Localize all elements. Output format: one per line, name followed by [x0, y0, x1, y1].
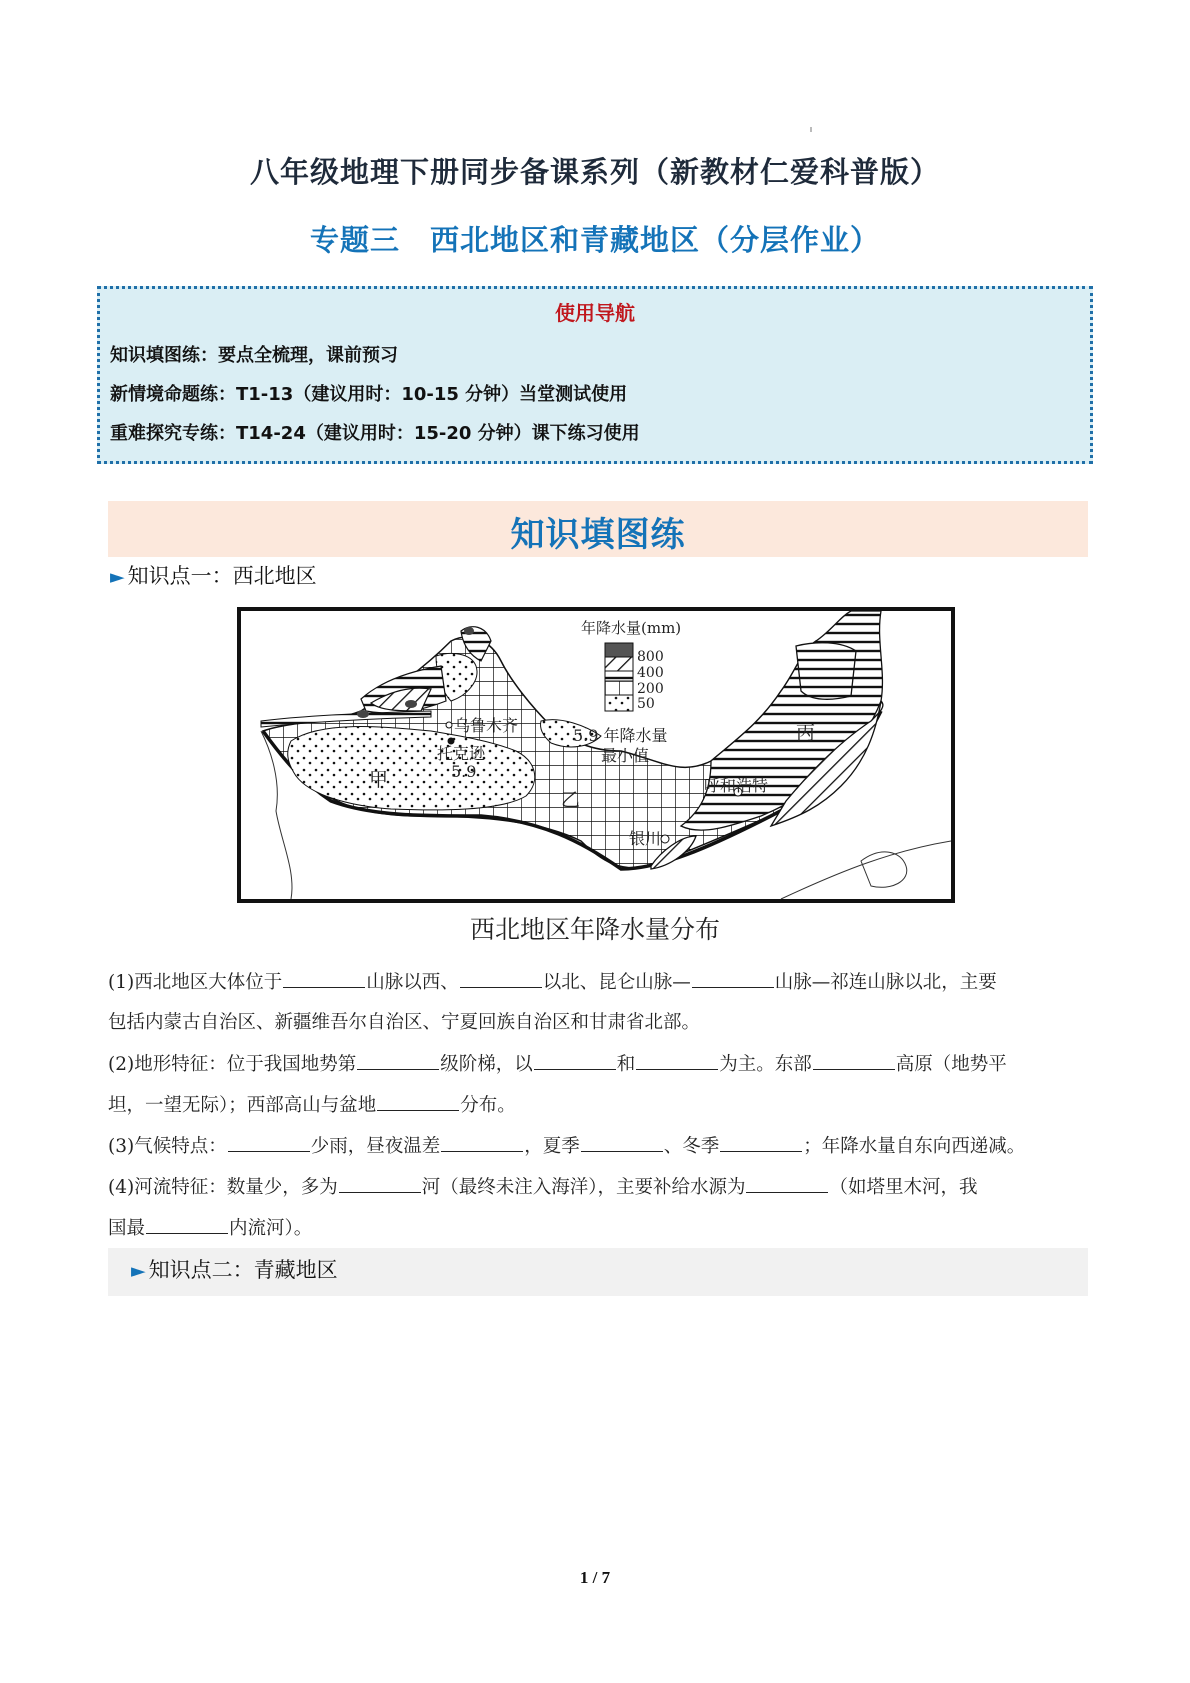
q4-blank-1[interactable]	[339, 1174, 421, 1193]
q3-text-e: ；年降水量自东向西递减。	[803, 1136, 1026, 1157]
q1-text-d: 山脉—祁连山脉以北，主要	[774, 972, 997, 993]
knowledge-point-1-label: 知识点一：西北地区	[127, 564, 317, 588]
q4-line2-text-a: 国最	[108, 1218, 146, 1239]
precipitation-map	[237, 607, 955, 903]
question-1-line-2: 包括内蒙古自治区、新疆维吾尔自治区、宁夏回族自治区和甘肃省北部。	[108, 1012, 701, 1033]
q2-text-a: (2)地形特征：位于我国地势第	[108, 1054, 357, 1075]
q2-blank-4[interactable]	[813, 1051, 895, 1070]
knowledge-point-2-label: 知识点二：青藏地区	[148, 1258, 338, 1282]
nav-line-1: 知识填图练：要点全梳理，课前预习	[110, 345, 398, 366]
legend-value-50: 50	[637, 696, 655, 712]
q2-text-b: 级阶梯，以	[440, 1054, 533, 1075]
map-graphic	[241, 611, 951, 899]
q4-text-b: 河（最终未注入海洋），主要补给水源为	[421, 1177, 746, 1198]
q1-text-b: 山脉以西、	[366, 972, 459, 993]
question-2-line-1	[108, 1051, 1088, 1078]
nav-box-title: 使用导航	[555, 301, 635, 325]
area-label-yi: 乙	[561, 789, 581, 811]
q1-blank-2[interactable]	[460, 969, 542, 988]
q3-text-c: ，夏季	[524, 1136, 580, 1157]
q3-text-b: 少雨，昼夜温差	[310, 1136, 441, 1157]
page-mark	[810, 127, 812, 132]
legend-value-400: 400	[637, 665, 664, 681]
q3-blank-2[interactable]	[441, 1133, 523, 1152]
q2-blank-2[interactable]	[534, 1051, 616, 1070]
triangle-marker-icon: ►	[110, 566, 125, 588]
area-label-bing: 丙	[796, 722, 816, 744]
knowledge-point-1-heading	[110, 560, 317, 590]
page-number: 1 / 7	[579, 1568, 611, 1587]
q4-text-c: （如塔里木河，我	[829, 1177, 978, 1198]
q3-text-a: (3)气候特点：	[108, 1136, 227, 1157]
knowledge-point-2-heading	[131, 1254, 338, 1284]
q2-blank-5[interactable]	[377, 1092, 459, 1111]
q1-text-a: (1)西北地区大体位于	[108, 972, 283, 993]
toksun-value: 5.9	[451, 762, 477, 781]
city-toksun: 托克逊	[437, 744, 486, 763]
min-note-line2: 最小值	[601, 746, 650, 765]
q3-blank-1[interactable]	[228, 1133, 310, 1152]
q1-text-c: 以北、昆仑山脉—	[542, 972, 691, 993]
q2-text-d: 为主。东部	[719, 1054, 812, 1075]
section-banner	[108, 501, 1088, 557]
min-note-line1: 5.9 年降水量	[573, 726, 668, 745]
q4-blank-2[interactable]	[746, 1174, 828, 1193]
question-2-line-2	[108, 1092, 1088, 1119]
q4-line2-text-b: 内流河）。	[229, 1218, 313, 1239]
q1-blank-3[interactable]	[692, 969, 774, 988]
q2-text-c: 和	[616, 1054, 636, 1075]
question-1-line-1	[108, 969, 1088, 996]
document-title: 八年级地理下册同步备课系列（新教材仁爱科普版）	[249, 155, 940, 189]
section-banner-title: 知识填图练	[510, 515, 686, 555]
map-caption: 西北地区年降水量分布	[469, 915, 720, 944]
city-yinchuan: 银川	[629, 829, 662, 848]
question-3-line-1	[108, 1133, 1088, 1160]
nav-line-3: 重难探究专练：T14-24（建议用时：15-20 分钟）课下练习使用	[110, 423, 640, 444]
question-4-line-2	[108, 1215, 1088, 1242]
q3-blank-4[interactable]	[720, 1133, 802, 1152]
document-subtitle: 专题三 西北地区和青藏地区（分层作业）	[309, 223, 880, 257]
q3-text-d: 、冬季	[663, 1136, 720, 1157]
triangle-marker-icon: ►	[131, 1260, 146, 1282]
q2-text-e: 高原（地势平	[895, 1054, 1007, 1075]
q4-text-a: (4)河流特征：数量少，多为	[108, 1177, 338, 1198]
q1-blank-1[interactable]	[283, 969, 365, 988]
question-4-line-1	[108, 1174, 1088, 1201]
city-hohhot: 呼和浩特	[704, 776, 769, 795]
q2-blank-3[interactable]	[636, 1051, 718, 1070]
area-label-jia: 甲	[369, 769, 389, 791]
q2-line2-text-b: 分布。	[460, 1095, 516, 1116]
nav-line-2: 新情境命题练：T1-13（建议用时：10-15 分钟）当堂测试使用	[110, 384, 628, 405]
q2-blank-1[interactable]	[357, 1051, 439, 1070]
q3-blank-3[interactable]	[581, 1133, 663, 1152]
usage-navigation-box	[97, 286, 1093, 464]
legend-title: 年降水量(mm)	[581, 619, 682, 637]
city-urumqi: 乌鲁木齐	[454, 716, 519, 735]
legend-value-800: 800	[637, 649, 664, 665]
legend-value-200: 200	[637, 681, 664, 697]
q4-blank-3[interactable]	[146, 1215, 228, 1234]
q2-line2-text-a: 坦，一望无际）；西部高山与盆地	[108, 1095, 377, 1116]
